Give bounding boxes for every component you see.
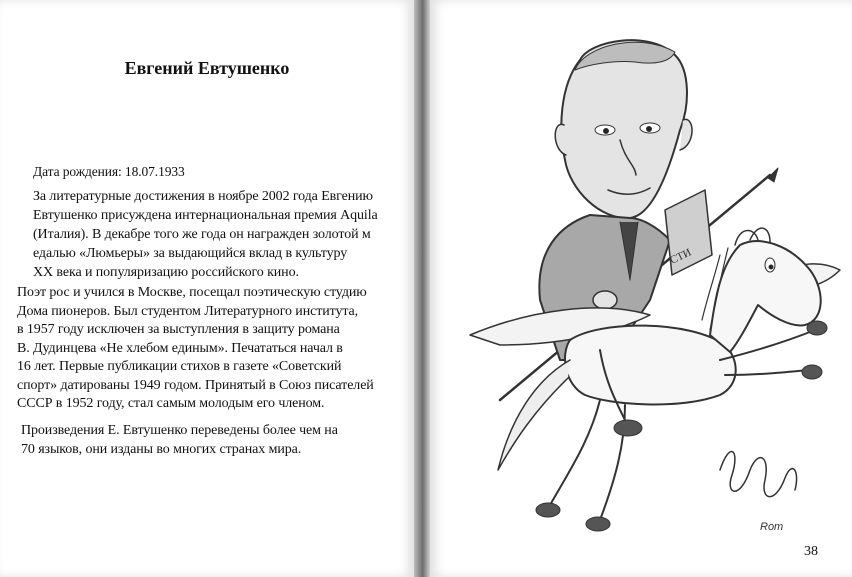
text-line: СССР в 1952 году, стал самым молодым его членом. <box>17 396 325 411</box>
text-line: Дома пионеров. Был студентом Литературного института, <box>17 303 359 319</box>
paragraph-biography <box>17 284 401 414</box>
page-title: Евгений Евтушенко <box>124 58 290 78</box>
artist-signature: Rom <box>760 521 784 533</box>
text-line: в 1957 году исключен за выступления в защиту романа <box>17 322 340 337</box>
text-line: Поэт рос и учился в Москве, посещал поэтическую студию <box>17 285 367 300</box>
text-line: (Италия). В декабре того же года он награжден золотой м <box>33 227 371 242</box>
text-line: За литературные достижения в ноябре 2002 года Евгению <box>33 189 373 204</box>
text-line: 70 языков, они изданы во многих странах мира. <box>21 442 302 457</box>
paragraph-awards <box>33 187 401 282</box>
text-line: ХХ века и популяризацию российского кино. <box>33 265 299 280</box>
book-gutter <box>414 0 430 577</box>
caricature-illustration <box>440 0 852 577</box>
left-page <box>0 0 414 577</box>
text-line: В. Дудинцева «Не хлебом единым». Печататься начал в <box>17 340 343 356</box>
text-line: едалью «Люмьеры» за выдающийся вклад в культуру <box>33 246 348 261</box>
text-line: 16 лет. Первые публикации стихов в газете «Советский <box>17 359 342 374</box>
text-line: спорт» датированы 1949 годом. Принятый в Союз писателей <box>17 377 374 393</box>
birth-date: Дата рождения: 18.07.1933 <box>33 164 185 179</box>
book-label: СТИ <box>668 246 694 267</box>
page-number: 38 <box>804 544 818 559</box>
text-line: Произведения Е. Евтушенко переведены более чем на <box>21 423 338 438</box>
text-line: Евтушенко присуждена интернациональная премия Aquila <box>33 208 378 223</box>
paragraph-translations <box>21 421 381 459</box>
